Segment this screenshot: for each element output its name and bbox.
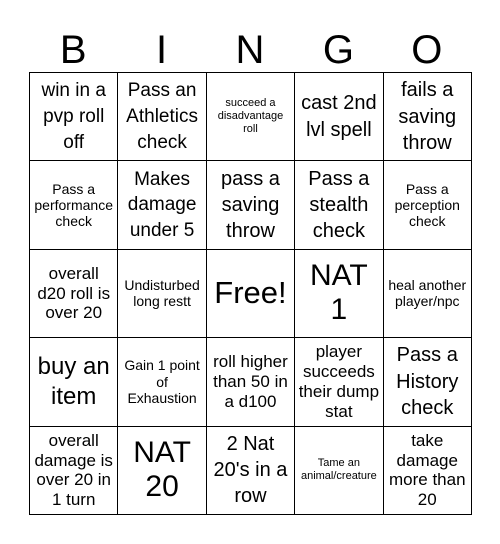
- bingo-cell-r4-c5[interactable]: Pass a History check: [384, 338, 472, 426]
- bingo-cell-r5-c1[interactable]: overall damage is over 20 in 1 turn: [30, 427, 118, 515]
- header-letter-b: B: [59, 28, 87, 72]
- bingo-cell-r3-c1[interactable]: overall d20 roll is over 20: [30, 250, 118, 338]
- bingo-cell-r3-c5[interactable]: heal another player/npc: [384, 250, 472, 338]
- header-letter-n: N: [235, 28, 265, 72]
- bingo-header: [29, 28, 471, 72]
- bingo-cell-free-space[interactable]: Free!: [207, 250, 295, 338]
- bingo-cell-r5-c5[interactable]: take damage more than 20: [384, 427, 472, 515]
- bingo-card: [29, 72, 472, 515]
- bingo-cell-r5-c4[interactable]: Tame an animal/creature: [295, 427, 383, 515]
- bingo-cell-r1-c3[interactable]: succeed a disadvantage roll: [207, 73, 295, 161]
- bingo-cell-r2-c3[interactable]: pass a saving throw: [207, 161, 295, 249]
- bingo-cell-r1-c1[interactable]: win in a pvp roll off: [30, 73, 118, 161]
- bingo-cell-r2-c1[interactable]: Pass a performance check: [30, 161, 118, 249]
- bingo-cell-r1-c5[interactable]: fails a saving throw: [384, 73, 472, 161]
- bingo-cell-r5-c3[interactable]: 2 Nat 20's in a row: [207, 427, 295, 515]
- bingo-cell-r4-c1[interactable]: buy an item: [30, 338, 118, 426]
- bingo-cell-r3-c4[interactable]: NAT 1: [295, 250, 383, 338]
- bingo-cell-r2-c4[interactable]: Pass a stealth check: [295, 161, 383, 249]
- header-letter-g: G: [322, 28, 354, 72]
- bingo-cell-r5-c2[interactable]: NAT 20: [118, 427, 206, 515]
- header-letter-i: I: [156, 28, 168, 72]
- bingo-cell-r4-c2[interactable]: Gain 1 point of Exhaustion: [118, 338, 206, 426]
- bingo-cell-r4-c4[interactable]: player succeeds their dump stat: [295, 338, 383, 426]
- header-letter-o: O: [411, 28, 443, 72]
- bingo-cell-r1-c2[interactable]: Pass an Athletics check: [118, 73, 206, 161]
- bingo-cell-r1-c4[interactable]: cast 2nd lvl spell: [295, 73, 383, 161]
- bingo-cell-r2-c5[interactable]: Pass a perception check: [384, 161, 472, 249]
- bingo-cell-r2-c2[interactable]: Makes damage under 5: [118, 161, 206, 249]
- bingo-cell-r4-c3[interactable]: roll higher than 50 in a d100: [207, 338, 295, 426]
- bingo-cell-r3-c2[interactable]: Undisturbed long restt: [118, 250, 206, 338]
